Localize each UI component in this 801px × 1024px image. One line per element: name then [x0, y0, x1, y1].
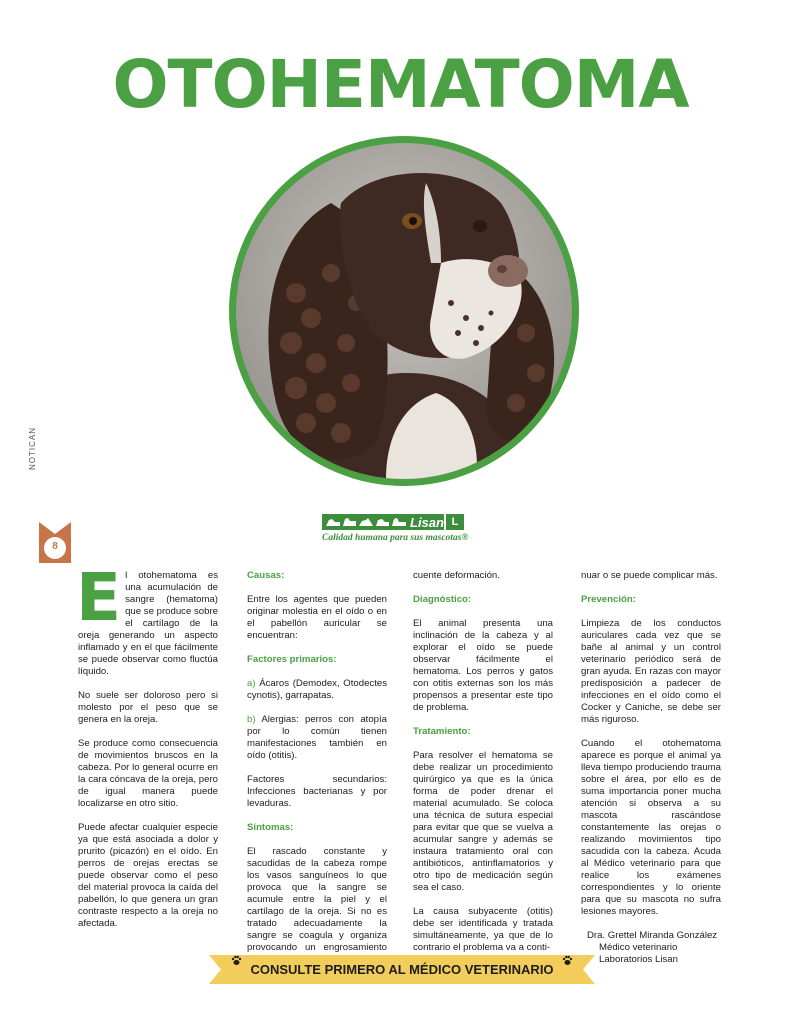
- list-text: Alergias: perros con atopía por lo común tienen manifestaciones también en oído (otitis).: [247, 714, 387, 761]
- article-column-2: [247, 570, 387, 978]
- logo-tagline: Calidad humana para sus mascotas®: [322, 533, 469, 543]
- paragraph: cuente deformación.: [413, 570, 500, 581]
- banner-text: CONSULTE PRIMERO AL MÉDICO VETERINARIO: [250, 962, 554, 977]
- paragraph: Entre los agentes que pueden originar molestia en el oído o en el pabellón auricular se encuentran:: [247, 594, 387, 641]
- heading-prevencion: Prevención:: [581, 594, 636, 605]
- photo-frame: [229, 136, 579, 486]
- paragraph: Limpieza de los conductos auriculares cada vez que se bañe al animal y un control veterinario periódico será de gran ayuda. En razas con mayor predisposición a padecer de infecciones en el oído como el Cocker y Caniche, se debe ser más riguroso.: [581, 618, 721, 725]
- heading-causas: Causas:: [247, 570, 285, 581]
- article-column-1: [76, 559, 218, 942]
- list-label: b): [247, 714, 256, 725]
- author-name: Dra. Grettel Miranda González: [587, 930, 718, 941]
- paragraph: El rascado constante y sacudidas de la cabeza rompe los vasos sanguíneos lo que provoca que la sangre se acumule entre la piel y el cartílago de la oreja. Si no es tratado adecuadamente la sangre se coagula y organiza provocando un engrosamiento: [247, 846, 387, 953]
- paragraph: La causa subyacente (otitis) debe ser identificada y tratada simultáneamente, ya que de lo contrario el problema va a conti-: [413, 906, 553, 953]
- logo-brand: Lisan: [410, 515, 444, 530]
- paragraph: nuar o se puede complicar más.: [581, 570, 718, 581]
- heading-sintomas: Síntomas:: [247, 822, 294, 833]
- list-item: [247, 678, 387, 702]
- paragraph: Factores secundarios: Infecciones bacterianas y por levaduras.: [247, 774, 387, 809]
- page-number: 8: [52, 541, 58, 552]
- paragraph: El animal presenta una inclinación de la cabeza y al explorar el oído se puede observar fácilmente el hematoma. Los perros y gatos con otitis externas son los más propensos a presentar este tipo de problema.: [413, 618, 553, 713]
- magazine-side-label: NOTICAN: [28, 427, 37, 470]
- list-text: Ácaros (Demodex, Otodectes cynotis), garrapatas.: [247, 678, 387, 701]
- paragraph: Puede afectar cualquier especie ya que está asociada a dolor y prurito (picazón) en el oído. En perros de orejas erectas se puede observar como el peso del material provoca la caída del pabellón, lo que genera un gran contraste respecto a la oreja no afectada.: [78, 822, 218, 929]
- drop-cap: E: [76, 559, 122, 636]
- heading-diagnostico: Diagnóstico:: [413, 594, 472, 605]
- article-column-4: [581, 570, 721, 966]
- paragraph: Cuando el otohematoma aparece es porque el animal ya lleva tiempo produciendo trauma sobre el área, por ello es de suma importancia poner mucha atención si observa a su mascota rascándose constantemente las orejas o realizando movimientos tipo sacudida con la cabeza. Acuda al Médico veterinario para que realice los exámenes correspondientes y lo oriente para que su mascota no sufra lesiones mayores.: [581, 738, 721, 917]
- lisan-logo: [322, 514, 482, 546]
- bottom-banner: [209, 955, 595, 984]
- article-column-3: [413, 570, 553, 966]
- paw-icon: [562, 955, 573, 966]
- list-label: a): [247, 678, 256, 689]
- logo-mark: L: [446, 514, 464, 530]
- page-number-tab: [39, 522, 71, 563]
- paragraph: l otohematoma es una acumulación de sangre (hematoma) que se produce sobre el cartílago de la oreja generando un aspecto inflamado y en el que fácilmente se puede observar como fluctúa líquido.: [78, 570, 218, 677]
- paragraph: Se produce como consecuencia de movimientos bruscos en la cabeza. Por lo general ocurre en la cara cóncava de la oreja, pero de igual manera puede localizarse en otro sitio.: [78, 738, 218, 809]
- author-organization: Laboratorios Lisan: [599, 954, 678, 965]
- author-role: Médico veterinario: [599, 942, 678, 953]
- list-item: [247, 714, 387, 762]
- heading-factores-primarios: Factores primarios:: [247, 654, 337, 665]
- heading-tratamiento: Tratamiento:: [413, 726, 471, 737]
- pet-silhouettes-icon: [326, 516, 410, 528]
- paragraph: No suele ser doloroso pero si molesto por el peso que se genera en la oreja.: [78, 690, 218, 725]
- page-title: OTOHEMATOMA: [112, 46, 689, 123]
- paragraph: Para resolver el hematoma se debe realizar un procedimiento quirúrgico ya que es la única forma de poder drenar el material acumulado. Se coloca una técnica de sutura especial para evitar que que se vuelva a acumular sangre y además se instaura tratamiento oral con antibióticos, antinflamatorios y otro tipo de medicación según sea el caso.: [413, 750, 553, 893]
- author-signature: [587, 930, 721, 966]
- dog-photo: [236, 143, 572, 479]
